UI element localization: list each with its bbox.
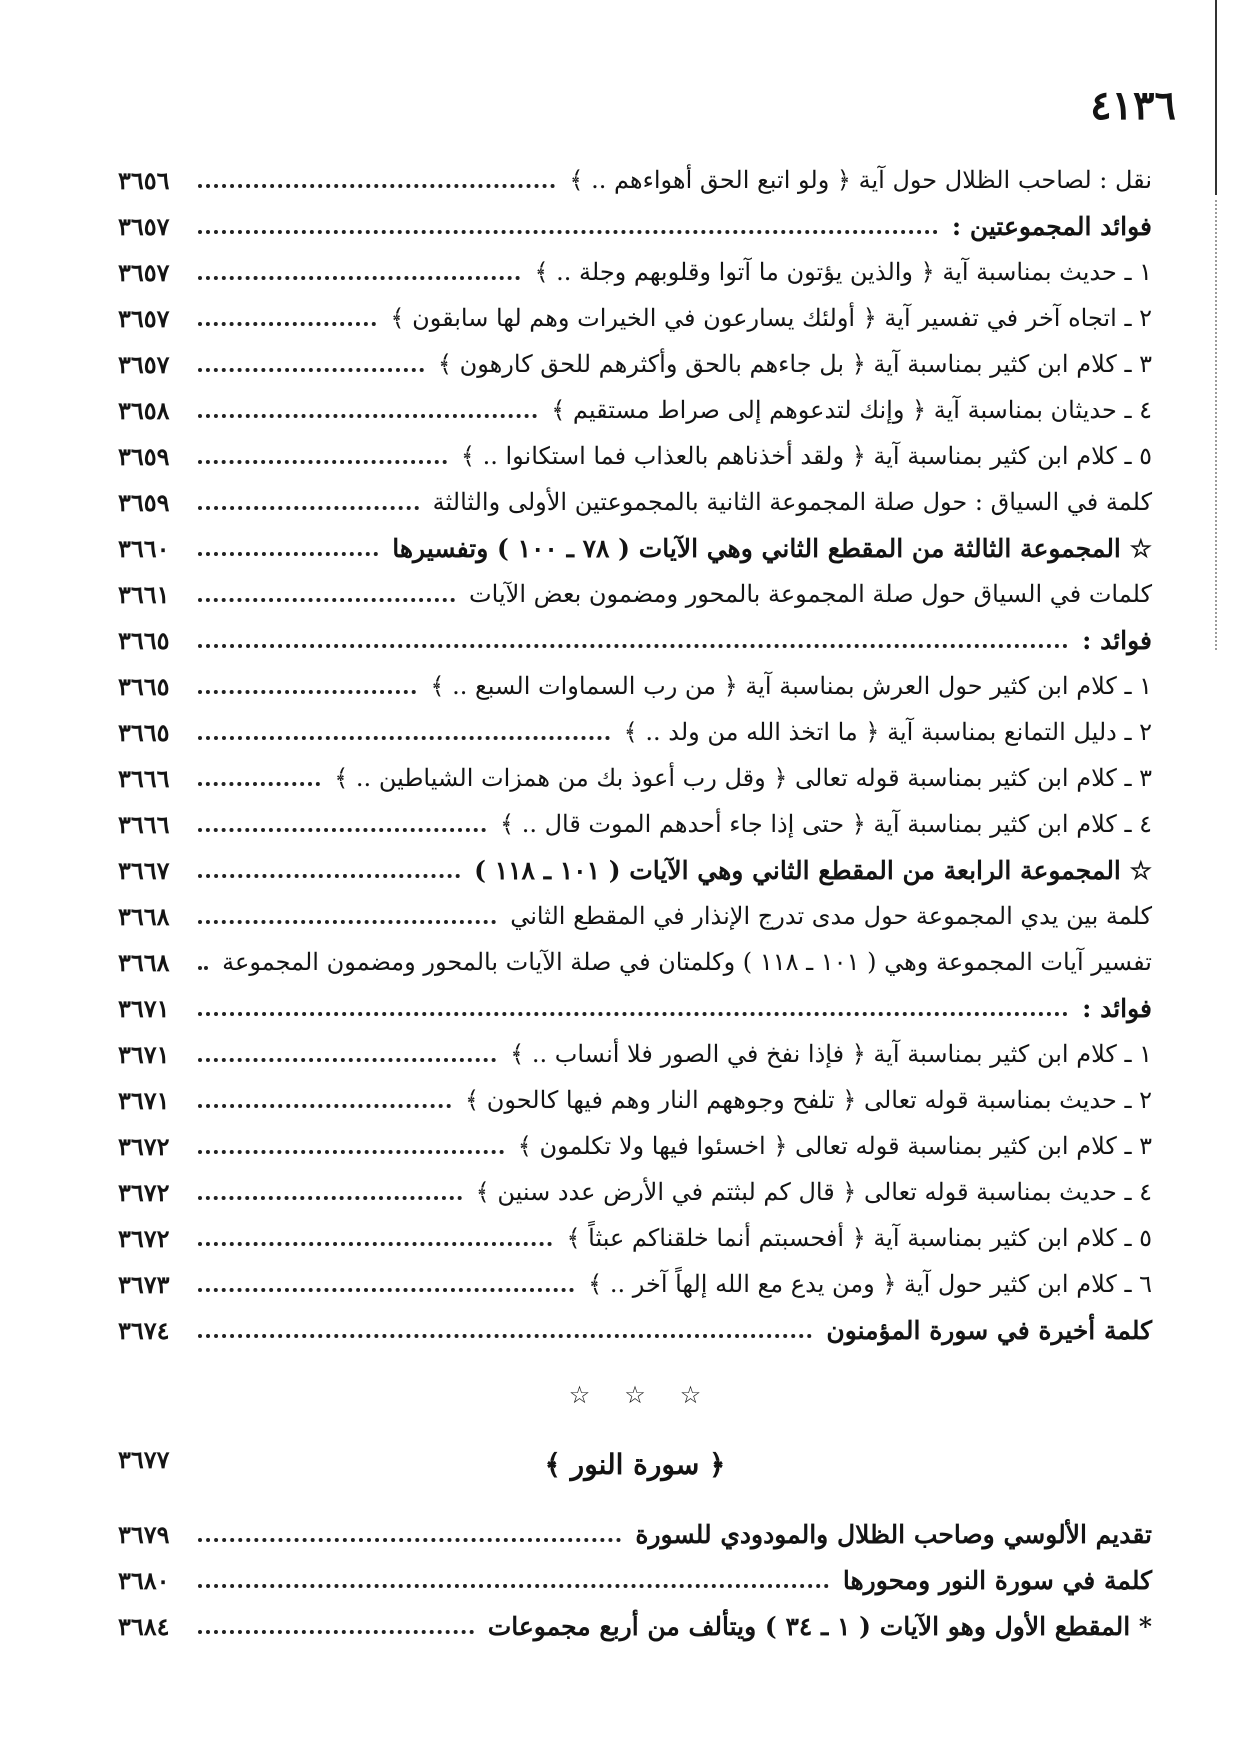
toc-entry-title: كلمة في سورة النور ومحورها	[842, 1565, 1152, 1595]
toc-entry-page: ٣٦٨٤	[118, 1611, 170, 1641]
toc-entry	[118, 847, 1152, 893]
toc-entry	[118, 433, 1152, 479]
section-separator	[118, 1353, 1152, 1431]
toc-entry-page: ٣٦٧١	[118, 993, 170, 1023]
toc-entry-page: ٣٦٦٨	[118, 901, 170, 931]
separator-star: ☆	[679, 1381, 702, 1409]
toc-entry	[118, 1077, 1152, 1123]
dot-leader	[198, 1012, 1068, 1016]
toc-entry-title: * المقطع الأول وهو الآيات ( ١ ـ ٣٤ ) ويتألف من أربع مجموعات	[487, 1611, 1152, 1641]
toc-entry-page: ٣٦٥٧	[118, 349, 170, 379]
dot-leader	[198, 1058, 496, 1062]
toc-entry-page: ٣٦٧٤	[118, 1315, 170, 1345]
toc-entry	[118, 1123, 1152, 1169]
separator-star: ☆	[624, 1381, 646, 1409]
dot-leader	[198, 368, 424, 372]
toc-entries-after	[118, 1511, 1152, 1649]
dot-leader	[198, 1538, 621, 1542]
toc-entry-page: ٣٦٦٧	[118, 855, 170, 885]
toc-entry-page: ٣٦٦٥	[118, 717, 170, 747]
toc-entry	[118, 157, 1152, 203]
toc-entry	[118, 571, 1152, 617]
toc-entry-title: ٢ ـ اتجاه آخر في تفسير آية ﴿ أولئك يسارعون في الخيرات وهم لها سابقون ﴾	[390, 304, 1152, 332]
toc-entry-page: ٣٦٧٩	[118, 1519, 170, 1549]
surah-title: ﴿ سورة النور ﴾	[544, 1447, 726, 1481]
toc-entry	[118, 1307, 1152, 1353]
toc-entry-title: فوائد المجموعتين :	[951, 211, 1152, 241]
toc-entry-title: ٤ ـ كلام ابن كثير بمناسبة آية ﴿ حتى إذا جاء أحدهم الموت قال .. ﴾	[500, 810, 1152, 838]
toc-entry	[118, 985, 1152, 1031]
toc-entry	[118, 1215, 1152, 1261]
toc-entry-title: كلمة في السياق : حول صلة المجموعة الثانية بالمجموعتين الأولى والثالثة	[432, 488, 1152, 516]
toc-entry	[118, 939, 1152, 985]
toc-entry	[118, 479, 1152, 525]
toc-entry	[118, 1031, 1152, 1077]
dot-leader	[198, 966, 208, 970]
dot-leader	[198, 322, 376, 326]
spacer	[118, 1497, 1152, 1511]
toc-entry-title: ١ ـ حديث بمناسبة آية ﴿ والذين يؤتون ما آتوا وقلوبهم وجلة .. ﴾	[534, 258, 1152, 286]
dot-leader	[198, 782, 320, 786]
dot-leader	[198, 598, 455, 602]
toc-entry-title: ٦ ـ كلام ابن كثير حول آية ﴿ ومن يدع مع الله إلهاً آخر .. ﴾	[588, 1270, 1152, 1298]
toc-entry-title: كلمة أخيرة في سورة المؤمنون	[826, 1315, 1152, 1345]
dot-leader	[198, 1288, 574, 1292]
table-of-contents	[118, 157, 1152, 1649]
dot-leader	[198, 414, 537, 418]
toc-entry	[118, 249, 1152, 295]
toc-entry-title: ١ ـ كلام ابن كثير بمناسبة آية ﴿ فإذا نفخ في الصور فلا أنساب .. ﴾	[510, 1040, 1152, 1068]
toc-entry-title: فوائد :	[1082, 625, 1152, 655]
toc-entry	[118, 755, 1152, 801]
toc-entries	[118, 157, 1152, 1353]
toc-entry	[118, 801, 1152, 847]
dot-leader	[198, 1584, 829, 1588]
toc-entry	[118, 1261, 1152, 1307]
toc-entry-page: ٣٦٥٨	[118, 395, 170, 425]
dot-leader	[198, 874, 460, 878]
toc-entry	[118, 387, 1152, 433]
dot-leader	[198, 506, 419, 510]
toc-entry-page: ٣٦٦٨	[118, 947, 170, 977]
dot-leader	[198, 276, 520, 280]
dot-leader	[198, 1150, 504, 1154]
toc-entry-title: ١ ـ كلام ابن كثير حول العرش بمناسبة آية ﴿ من رب السماوات السبع .. ﴾	[430, 672, 1152, 700]
surah-page-number: ٣٦٧٧	[118, 1445, 170, 1474]
toc-entry	[118, 525, 1152, 571]
toc-entry-page: ٣٦٦٥	[118, 625, 170, 655]
toc-entry-page: ٣٦٦٦	[118, 763, 170, 793]
page-edge-dots	[1215, 200, 1217, 650]
toc-entry-page: ٣٦٦٥	[118, 671, 170, 701]
toc-entry-title: كلمات في السياق حول صلة المجموعة بالمحور ومضمون بعض الآيات	[469, 580, 1152, 608]
toc-entry-page: ٣٦٦١	[118, 579, 170, 609]
dot-leader	[198, 1242, 552, 1246]
toc-entry-page: ٣٦٧٣	[118, 1269, 170, 1299]
toc-entry-page: ٣٦٦٦	[118, 809, 170, 839]
dot-leader	[198, 644, 1068, 648]
toc-entry-title: ٣ ـ كلام ابن كثير بمناسبة آية ﴿ بل جاءهم بالحق وأكثرهم للحق كارهون ﴾	[437, 350, 1152, 378]
toc-entry-title: ٤ ـ حديث بمناسبة قوله تعالى ﴿ قال كم لبثتم في الأرض عدد سنين ﴾	[475, 1178, 1152, 1206]
dot-leader	[198, 552, 378, 556]
toc-entry-page: ٣٦٧٢	[118, 1223, 170, 1253]
toc-entry	[118, 709, 1152, 755]
toc-entry-title: ٣ ـ كلام ابن كثير بمناسبة قوله تعالى ﴿ وقل رب أعوذ بك من همزات الشياطين .. ﴾	[334, 764, 1152, 792]
toc-entry-page: ٣٦٦٠	[118, 533, 170, 563]
dot-leader	[198, 1196, 462, 1200]
toc-entry-title: كلمة بين يدي المجموعة حول مدى تدرج الإنذار في المقطع الثاني	[510, 902, 1152, 930]
toc-entry	[118, 1169, 1152, 1215]
toc-entry-page: ٣٦٥٧	[118, 211, 170, 241]
dot-leader	[198, 1630, 474, 1634]
dot-leader	[198, 828, 486, 832]
toc-entry	[118, 893, 1152, 939]
toc-entry-page: ٣٦٧٢	[118, 1177, 170, 1207]
toc-entry-page: ٣٦٥٩	[118, 487, 170, 517]
toc-entry-page: ٣٦٨٠	[118, 1565, 170, 1595]
toc-entry	[118, 1511, 1152, 1557]
toc-entry-title: نقل : لصاحب الظلال حول آية ﴿ ولو اتبع الحق أهواءهم .. ﴾	[569, 166, 1152, 194]
toc-entry-title: ٢ ـ دليل التمانع بمناسبة آية ﴿ ما اتخذ الله من ولد .. ﴾	[623, 718, 1152, 746]
dot-leader	[198, 1104, 451, 1108]
toc-entry-title: ☆ المجموعة الثالثة من المقطع الثاني وهي الآيات ( ٧٨ ـ ١٠٠ ) وتفسيرها	[392, 533, 1152, 563]
toc-entry-title: ٥ ـ كلام ابن كثير بمناسبة آية ﴿ ولقد أخذناهم بالعذاب فما استكانوا .. ﴾	[460, 442, 1152, 470]
toc-entry-page: ٣٦٧١	[118, 1039, 170, 1069]
dot-leader	[198, 184, 555, 188]
toc-entry-page: ٣٦٧١	[118, 1085, 170, 1115]
toc-entry-title: ☆ المجموعة الرابعة من المقطع الثاني وهي الآيات ( ١٠١ ـ ١١٨ )	[474, 855, 1152, 885]
surah-heading-row	[118, 1431, 1152, 1497]
toc-entry-page: ٣٦٥٦	[118, 165, 170, 195]
toc-entry	[118, 341, 1152, 387]
toc-entry	[118, 663, 1152, 709]
toc-entry	[118, 203, 1152, 249]
toc-entry-title: ٢ ـ حديث بمناسبة قوله تعالى ﴿ تلفح وجوههم النار وهم فيها كالحون ﴾	[465, 1086, 1152, 1114]
toc-entry	[118, 1557, 1152, 1603]
toc-entry-title: ٥ ـ كلام ابن كثير بمناسبة آية ﴿ أفحسبتم أنما خلقناكم عبثاً ﴾	[566, 1224, 1152, 1252]
dot-leader	[198, 460, 447, 464]
dot-leader	[198, 690, 416, 694]
page-number: ٤١٣٦	[1090, 82, 1176, 129]
toc-entry-title: ٤ ـ حديثان بمناسبة آية ﴿ وإنك لتدعوهم إلى صراط مستقيم ﴾	[551, 396, 1152, 424]
toc-entry-page: ٣٦٧٢	[118, 1131, 170, 1161]
page-edge-line	[1215, 0, 1217, 195]
toc-entry	[118, 617, 1152, 663]
toc-entry-title: تفسير آيات المجموعة وهي ( ١٠١ ـ ١١٨ ) وكلمتان في صلة الآيات بالمحور ومضمون المجموعة	[222, 948, 1152, 976]
toc-entry-title: ٣ ـ كلام ابن كثير بمناسبة قوله تعالى ﴿ اخسئوا فيها ولا تكلمون ﴾	[517, 1132, 1152, 1160]
toc-entry-page: ٣٦٥٧	[118, 303, 170, 333]
toc-entry	[118, 1603, 1152, 1649]
dot-leader	[198, 1334, 812, 1338]
toc-entry-title: تقديم الألوسي وصاحب الظلال والمودودي للسورة	[635, 1519, 1152, 1549]
toc-entry-title: فوائد :	[1082, 993, 1152, 1023]
dot-leader	[198, 920, 496, 924]
separator-star: ☆	[568, 1381, 591, 1409]
toc-entry-page: ٣٦٥٧	[118, 257, 170, 287]
dot-leader	[198, 736, 610, 740]
dot-leader	[198, 230, 938, 234]
toc-entry-page: ٣٦٥٩	[118, 441, 170, 471]
toc-entry	[118, 295, 1152, 341]
